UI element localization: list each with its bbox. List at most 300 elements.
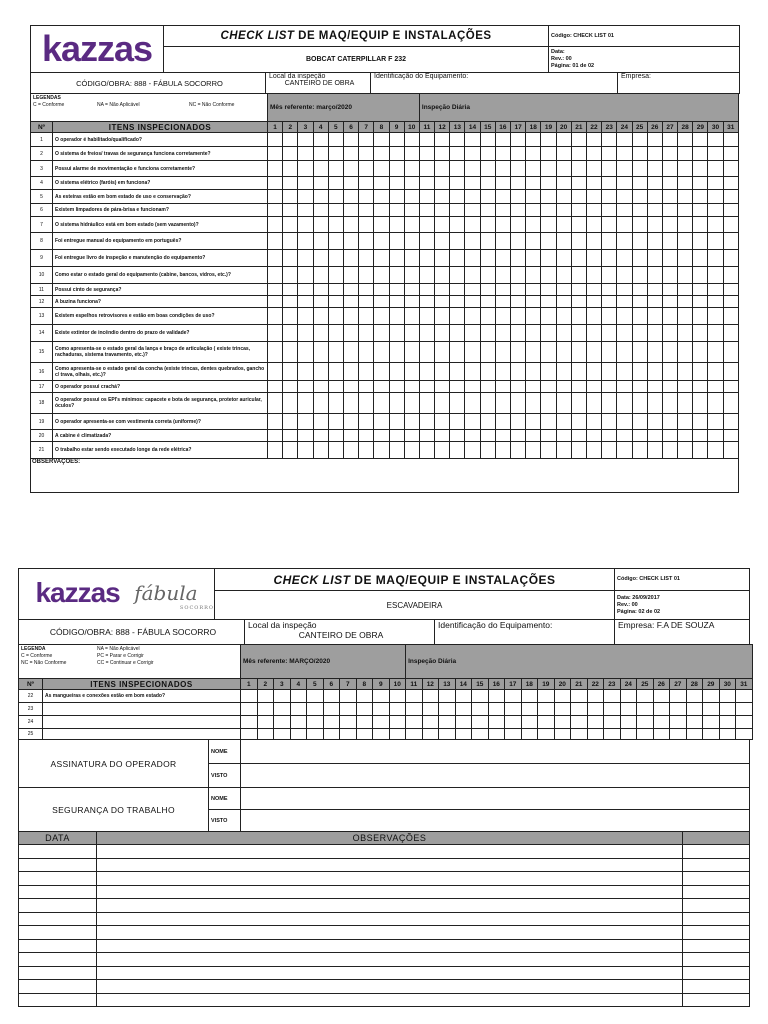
day-check-cell[interactable] — [617, 190, 632, 204]
day-check-cell[interactable] — [556, 414, 571, 430]
day-check-cell[interactable] — [670, 716, 687, 729]
day-check-cell[interactable] — [404, 414, 419, 430]
day-check-cell[interactable] — [617, 161, 632, 177]
day-check-cell[interactable] — [404, 342, 419, 363]
day-check-cell[interactable] — [586, 133, 601, 147]
day-check-cell[interactable] — [586, 442, 601, 459]
operator-visto-field[interactable] — [241, 764, 750, 788]
day-check-cell[interactable] — [736, 703, 753, 716]
day-check-cell[interactable] — [556, 267, 571, 284]
day-check-cell[interactable] — [632, 393, 647, 414]
day-check-cell[interactable] — [541, 267, 556, 284]
day-check-cell[interactable] — [571, 430, 586, 442]
day-check-cell[interactable] — [328, 217, 343, 233]
observation-cell[interactable] — [97, 858, 683, 872]
day-check-cell[interactable] — [495, 250, 510, 267]
day-check-cell[interactable] — [526, 414, 541, 430]
day-check-cell[interactable] — [647, 190, 662, 204]
day-check-cell[interactable] — [495, 284, 510, 296]
day-check-cell[interactable] — [617, 308, 632, 325]
observation-cell[interactable] — [97, 966, 683, 980]
day-check-cell[interactable] — [343, 284, 358, 296]
day-check-cell[interactable] — [723, 381, 738, 393]
day-check-cell[interactable] — [653, 729, 670, 740]
day-check-cell[interactable] — [586, 177, 601, 190]
day-check-cell[interactable] — [298, 217, 313, 233]
day-check-cell[interactable] — [268, 267, 283, 284]
day-check-cell[interactable] — [404, 267, 419, 284]
day-check-cell[interactable] — [313, 217, 328, 233]
day-check-cell[interactable] — [736, 729, 753, 740]
day-check-cell[interactable] — [465, 190, 480, 204]
day-check-cell[interactable] — [328, 177, 343, 190]
day-check-cell[interactable] — [587, 716, 604, 729]
day-check-cell[interactable] — [602, 284, 617, 296]
day-check-cell[interactable] — [328, 133, 343, 147]
day-check-cell[interactable] — [637, 703, 654, 716]
day-check-cell[interactable] — [406, 690, 423, 703]
day-check-cell[interactable] — [374, 147, 389, 161]
date-cell[interactable] — [19, 845, 97, 859]
day-check-cell[interactable] — [419, 147, 434, 161]
day-check-cell[interactable] — [670, 729, 687, 740]
day-check-cell[interactable] — [435, 430, 450, 442]
day-check-cell[interactable] — [313, 325, 328, 342]
day-check-cell[interactable] — [538, 729, 555, 740]
safety-name-field[interactable] — [241, 788, 750, 810]
day-check-cell[interactable] — [389, 729, 406, 740]
day-check-cell[interactable] — [505, 690, 522, 703]
day-check-cell[interactable] — [632, 342, 647, 363]
day-check-cell[interactable] — [313, 284, 328, 296]
day-check-cell[interactable] — [298, 284, 313, 296]
day-check-cell[interactable] — [526, 308, 541, 325]
day-check-cell[interactable] — [435, 147, 450, 161]
day-check-cell[interactable] — [495, 296, 510, 308]
day-check-cell[interactable] — [359, 147, 374, 161]
day-check-cell[interactable] — [511, 414, 526, 430]
day-check-cell[interactable] — [586, 381, 601, 393]
day-check-cell[interactable] — [389, 363, 404, 381]
day-check-cell[interactable] — [723, 363, 738, 381]
day-check-cell[interactable] — [343, 414, 358, 430]
day-check-cell[interactable] — [465, 393, 480, 414]
day-check-cell[interactable] — [389, 233, 404, 250]
day-check-cell[interactable] — [617, 342, 632, 363]
day-check-cell[interactable] — [571, 177, 586, 190]
day-check-cell[interactable] — [435, 296, 450, 308]
day-check-cell[interactable] — [693, 250, 708, 267]
observation-cell[interactable] — [97, 845, 683, 859]
day-check-cell[interactable] — [495, 381, 510, 393]
day-check-cell[interactable] — [435, 217, 450, 233]
day-check-cell[interactable] — [620, 690, 637, 703]
day-check-cell[interactable] — [450, 161, 465, 177]
day-check-cell[interactable] — [404, 177, 419, 190]
extra-cell[interactable] — [683, 939, 750, 953]
day-check-cell[interactable] — [465, 204, 480, 217]
day-check-cell[interactable] — [632, 430, 647, 442]
day-check-cell[interactable] — [435, 267, 450, 284]
day-check-cell[interactable] — [283, 250, 298, 267]
day-check-cell[interactable] — [488, 716, 505, 729]
day-check-cell[interactable] — [419, 363, 434, 381]
day-check-cell[interactable] — [404, 204, 419, 217]
day-check-cell[interactable] — [693, 204, 708, 217]
day-check-cell[interactable] — [359, 393, 374, 414]
day-check-cell[interactable] — [511, 430, 526, 442]
day-check-cell[interactable] — [511, 342, 526, 363]
day-check-cell[interactable] — [602, 342, 617, 363]
day-check-cell[interactable] — [340, 703, 357, 716]
day-check-cell[interactable] — [495, 204, 510, 217]
day-check-cell[interactable] — [343, 381, 358, 393]
day-check-cell[interactable] — [298, 363, 313, 381]
day-check-cell[interactable] — [404, 233, 419, 250]
day-check-cell[interactable] — [435, 381, 450, 393]
day-check-cell[interactable] — [389, 430, 404, 442]
day-check-cell[interactable] — [465, 233, 480, 250]
day-check-cell[interactable] — [586, 325, 601, 342]
day-check-cell[interactable] — [356, 716, 373, 729]
day-check-cell[interactable] — [450, 177, 465, 190]
day-check-cell[interactable] — [241, 690, 258, 703]
day-check-cell[interactable] — [343, 161, 358, 177]
day-check-cell[interactable] — [602, 217, 617, 233]
day-check-cell[interactable] — [617, 133, 632, 147]
day-check-cell[interactable] — [541, 363, 556, 381]
day-check-cell[interactable] — [313, 381, 328, 393]
day-check-cell[interactable] — [678, 296, 693, 308]
day-check-cell[interactable] — [556, 204, 571, 217]
day-check-cell[interactable] — [736, 690, 753, 703]
day-check-cell[interactable] — [495, 363, 510, 381]
day-check-cell[interactable] — [602, 204, 617, 217]
day-check-cell[interactable] — [602, 414, 617, 430]
day-check-cell[interactable] — [723, 342, 738, 363]
day-check-cell[interactable] — [389, 217, 404, 233]
day-check-cell[interactable] — [404, 308, 419, 325]
day-check-cell[interactable] — [241, 716, 258, 729]
day-check-cell[interactable] — [538, 703, 555, 716]
day-check-cell[interactable] — [617, 363, 632, 381]
day-check-cell[interactable] — [686, 690, 703, 703]
day-check-cell[interactable] — [283, 133, 298, 147]
day-check-cell[interactable] — [708, 342, 723, 363]
day-check-cell[interactable] — [571, 147, 586, 161]
day-check-cell[interactable] — [632, 363, 647, 381]
day-check-cell[interactable] — [723, 161, 738, 177]
observation-cell[interactable] — [97, 926, 683, 940]
day-check-cell[interactable] — [511, 147, 526, 161]
day-check-cell[interactable] — [662, 342, 677, 363]
day-check-cell[interactable] — [313, 233, 328, 250]
day-check-cell[interactable] — [586, 161, 601, 177]
day-check-cell[interactable] — [283, 161, 298, 177]
day-check-cell[interactable] — [374, 133, 389, 147]
day-check-cell[interactable] — [268, 133, 283, 147]
day-check-cell[interactable] — [313, 296, 328, 308]
day-check-cell[interactable] — [556, 250, 571, 267]
day-check-cell[interactable] — [488, 729, 505, 740]
day-check-cell[interactable] — [435, 325, 450, 342]
day-check-cell[interactable] — [511, 133, 526, 147]
day-check-cell[interactable] — [678, 190, 693, 204]
day-check-cell[interactable] — [693, 161, 708, 177]
day-check-cell[interactable] — [693, 284, 708, 296]
day-check-cell[interactable] — [556, 442, 571, 459]
day-check-cell[interactable] — [435, 393, 450, 414]
day-check-cell[interactable] — [389, 133, 404, 147]
day-check-cell[interactable] — [290, 703, 307, 716]
day-check-cell[interactable] — [283, 233, 298, 250]
day-check-cell[interactable] — [693, 190, 708, 204]
day-check-cell[interactable] — [328, 147, 343, 161]
day-check-cell[interactable] — [541, 393, 556, 414]
day-check-cell[interactable] — [521, 703, 538, 716]
day-check-cell[interactable] — [670, 703, 687, 716]
day-check-cell[interactable] — [419, 250, 434, 267]
day-check-cell[interactable] — [541, 177, 556, 190]
day-check-cell[interactable] — [450, 414, 465, 430]
day-check-cell[interactable] — [541, 296, 556, 308]
extra-cell[interactable] — [683, 899, 750, 913]
day-check-cell[interactable] — [662, 296, 677, 308]
day-check-cell[interactable] — [556, 177, 571, 190]
day-check-cell[interactable] — [307, 690, 324, 703]
day-check-cell[interactable] — [268, 414, 283, 430]
day-check-cell[interactable] — [617, 284, 632, 296]
day-check-cell[interactable] — [653, 703, 670, 716]
day-check-cell[interactable] — [526, 147, 541, 161]
day-check-cell[interactable] — [439, 690, 456, 703]
day-check-cell[interactable] — [374, 363, 389, 381]
day-check-cell[interactable] — [406, 729, 423, 740]
day-check-cell[interactable] — [488, 690, 505, 703]
day-check-cell[interactable] — [268, 342, 283, 363]
day-check-cell[interactable] — [495, 342, 510, 363]
day-check-cell[interactable] — [389, 147, 404, 161]
day-check-cell[interactable] — [602, 430, 617, 442]
day-check-cell[interactable] — [556, 342, 571, 363]
date-cell[interactable] — [19, 926, 97, 940]
day-check-cell[interactable] — [389, 381, 404, 393]
day-check-cell[interactable] — [283, 284, 298, 296]
day-check-cell[interactable] — [313, 190, 328, 204]
day-check-cell[interactable] — [708, 190, 723, 204]
day-check-cell[interactable] — [495, 147, 510, 161]
day-check-cell[interactable] — [419, 217, 434, 233]
day-check-cell[interactable] — [328, 161, 343, 177]
day-check-cell[interactable] — [586, 217, 601, 233]
day-check-cell[interactable] — [283, 204, 298, 217]
day-check-cell[interactable] — [703, 716, 720, 729]
day-check-cell[interactable] — [356, 729, 373, 740]
day-check-cell[interactable] — [647, 204, 662, 217]
day-check-cell[interactable] — [521, 690, 538, 703]
safety-visto-field[interactable] — [241, 810, 750, 832]
day-check-cell[interactable] — [480, 250, 495, 267]
day-check-cell[interactable] — [571, 325, 586, 342]
day-check-cell[interactable] — [526, 296, 541, 308]
day-check-cell[interactable] — [556, 325, 571, 342]
day-check-cell[interactable] — [268, 381, 283, 393]
day-check-cell[interactable] — [343, 204, 358, 217]
day-check-cell[interactable] — [389, 250, 404, 267]
day-check-cell[interactable] — [389, 716, 406, 729]
day-check-cell[interactable] — [620, 716, 637, 729]
day-check-cell[interactable] — [298, 308, 313, 325]
day-check-cell[interactable] — [465, 308, 480, 325]
day-check-cell[interactable] — [374, 442, 389, 459]
day-check-cell[interactable] — [283, 190, 298, 204]
day-check-cell[interactable] — [465, 177, 480, 190]
day-check-cell[interactable] — [343, 133, 358, 147]
observation-cell[interactable] — [97, 912, 683, 926]
day-check-cell[interactable] — [723, 204, 738, 217]
day-check-cell[interactable] — [708, 308, 723, 325]
day-check-cell[interactable] — [556, 284, 571, 296]
day-check-cell[interactable] — [404, 430, 419, 442]
day-check-cell[interactable] — [723, 190, 738, 204]
day-check-cell[interactable] — [586, 267, 601, 284]
day-check-cell[interactable] — [455, 716, 472, 729]
day-check-cell[interactable] — [511, 442, 526, 459]
day-check-cell[interactable] — [359, 296, 374, 308]
day-check-cell[interactable] — [404, 381, 419, 393]
day-check-cell[interactable] — [554, 729, 571, 740]
day-check-cell[interactable] — [283, 296, 298, 308]
extra-cell[interactable] — [683, 872, 750, 886]
day-check-cell[interactable] — [662, 325, 677, 342]
day-check-cell[interactable] — [678, 442, 693, 459]
day-check-cell[interactable] — [343, 177, 358, 190]
day-check-cell[interactable] — [693, 267, 708, 284]
day-check-cell[interactable] — [419, 342, 434, 363]
day-check-cell[interactable] — [556, 308, 571, 325]
day-check-cell[interactable] — [359, 414, 374, 430]
day-check-cell[interactable] — [419, 296, 434, 308]
day-check-cell[interactable] — [647, 430, 662, 442]
day-check-cell[interactable] — [723, 133, 738, 147]
day-check-cell[interactable] — [495, 177, 510, 190]
extra-cell[interactable] — [683, 885, 750, 899]
day-check-cell[interactable] — [556, 430, 571, 442]
day-check-cell[interactable] — [472, 703, 489, 716]
day-check-cell[interactable] — [587, 690, 604, 703]
day-check-cell[interactable] — [343, 325, 358, 342]
day-check-cell[interactable] — [373, 729, 390, 740]
day-check-cell[interactable] — [678, 250, 693, 267]
day-check-cell[interactable] — [526, 430, 541, 442]
day-check-cell[interactable] — [662, 381, 677, 393]
day-check-cell[interactable] — [647, 296, 662, 308]
day-check-cell[interactable] — [602, 267, 617, 284]
day-check-cell[interactable] — [419, 325, 434, 342]
day-check-cell[interactable] — [359, 133, 374, 147]
day-check-cell[interactable] — [708, 217, 723, 233]
day-check-cell[interactable] — [419, 381, 434, 393]
day-check-cell[interactable] — [495, 308, 510, 325]
day-check-cell[interactable] — [298, 204, 313, 217]
day-check-cell[interactable] — [290, 729, 307, 740]
day-check-cell[interactable] — [526, 177, 541, 190]
day-check-cell[interactable] — [313, 177, 328, 190]
day-check-cell[interactable] — [328, 233, 343, 250]
day-check-cell[interactable] — [480, 308, 495, 325]
day-check-cell[interactable] — [511, 190, 526, 204]
day-check-cell[interactable] — [723, 442, 738, 459]
day-check-cell[interactable] — [389, 190, 404, 204]
day-check-cell[interactable] — [328, 430, 343, 442]
day-check-cell[interactable] — [359, 267, 374, 284]
day-check-cell[interactable] — [736, 716, 753, 729]
day-check-cell[interactable] — [678, 342, 693, 363]
day-check-cell[interactable] — [647, 217, 662, 233]
day-check-cell[interactable] — [637, 690, 654, 703]
day-check-cell[interactable] — [283, 393, 298, 414]
day-check-cell[interactable] — [571, 703, 588, 716]
day-check-cell[interactable] — [686, 703, 703, 716]
day-check-cell[interactable] — [328, 442, 343, 459]
day-check-cell[interactable] — [298, 161, 313, 177]
day-check-cell[interactable] — [526, 342, 541, 363]
day-check-cell[interactable] — [693, 325, 708, 342]
day-check-cell[interactable] — [723, 296, 738, 308]
day-check-cell[interactable] — [541, 381, 556, 393]
day-check-cell[interactable] — [298, 430, 313, 442]
day-check-cell[interactable] — [495, 393, 510, 414]
day-check-cell[interactable] — [313, 147, 328, 161]
day-check-cell[interactable] — [662, 177, 677, 190]
day-check-cell[interactable] — [419, 442, 434, 459]
day-check-cell[interactable] — [450, 442, 465, 459]
day-check-cell[interactable] — [723, 177, 738, 190]
day-check-cell[interactable] — [602, 381, 617, 393]
day-check-cell[interactable] — [571, 381, 586, 393]
day-check-cell[interactable] — [571, 414, 586, 430]
day-check-cell[interactable] — [488, 703, 505, 716]
extra-cell[interactable] — [683, 912, 750, 926]
day-check-cell[interactable] — [374, 250, 389, 267]
day-check-cell[interactable] — [374, 217, 389, 233]
day-check-cell[interactable] — [389, 177, 404, 190]
day-check-cell[interactable] — [662, 363, 677, 381]
day-check-cell[interactable] — [526, 217, 541, 233]
day-check-cell[interactable] — [571, 716, 588, 729]
day-check-cell[interactable] — [602, 161, 617, 177]
day-check-cell[interactable] — [526, 250, 541, 267]
day-check-cell[interactable] — [554, 716, 571, 729]
day-check-cell[interactable] — [693, 308, 708, 325]
day-check-cell[interactable] — [283, 325, 298, 342]
observation-cell[interactable] — [97, 953, 683, 967]
day-check-cell[interactable] — [511, 161, 526, 177]
day-check-cell[interactable] — [495, 414, 510, 430]
day-check-cell[interactable] — [323, 716, 340, 729]
day-check-cell[interactable] — [571, 267, 586, 284]
day-check-cell[interactable] — [480, 147, 495, 161]
day-check-cell[interactable] — [422, 729, 439, 740]
day-check-cell[interactable] — [373, 703, 390, 716]
day-check-cell[interactable] — [465, 267, 480, 284]
day-check-cell[interactable] — [586, 296, 601, 308]
day-check-cell[interactable] — [632, 147, 647, 161]
day-check-cell[interactable] — [662, 284, 677, 296]
day-check-cell[interactable] — [647, 342, 662, 363]
day-check-cell[interactable] — [328, 190, 343, 204]
day-check-cell[interactable] — [708, 325, 723, 342]
